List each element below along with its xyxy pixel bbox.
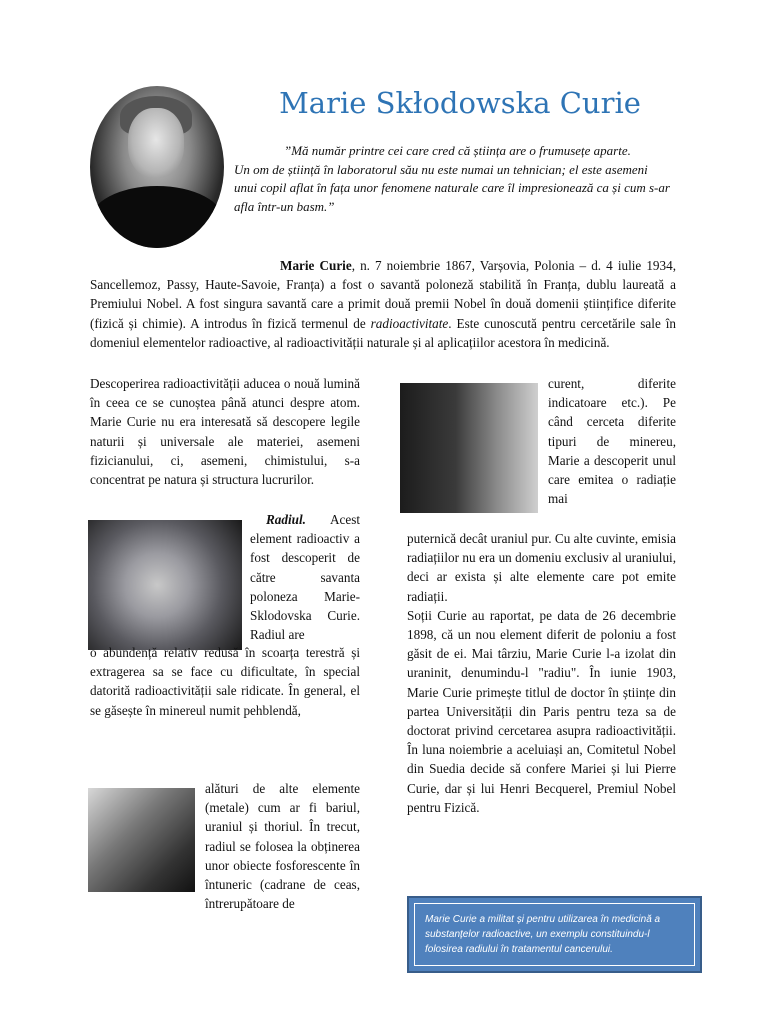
radium-paragraph-continued: alături de alte elemente (metale) cum ar fi bariul, uraniul și thoriul. În trecut, radiul se folosea la obținerea unor obiecte fosforescente în întuneric (cadrane de ceas, întrerupătoare de	[205, 781, 360, 912]
laboratory-photo-2	[88, 788, 195, 892]
discovery-paragraph-continued: puternică decât uraniul pur. Cu alte cuvinte, emisia radiațiilor nu era un domeniu exclusiv al uraniului, deci ar exista și alte elemente care pot emite radiații. Soții Curie au raportat, pe data de 26 decembrie 1898, că un nou element diferit de poloniu a fost găsit de ei. Mai târziu, Marie Curie l-a izolat din uraninit, denumindu-l "radiu". În iunie 1903, Marie Curie primește titlul de doctor în științe din partea Universității din Paris pentru teza sa de doctorat privind cercetarea asupra radioactivității. În luna noiembrie a aceluiași an, Comitetul Nobel din Suedia decide să confere Mariei și lui Pierre Curie, dar și lui Henri Becquerel, Premiul Nobel pentru Fizică.	[407, 529, 676, 817]
note-box	[407, 896, 702, 973]
radium-section: Radiul. Acest element radioactiv a fost descoperit de către savanta poloneza Marie-Sklodovska Curie. Radiul are	[250, 512, 360, 643]
note-text: Marie Curie a militat și pentru utilizarea în medicină a substanțelor radioactive, un exemplu constituindu-l folosirea radiului în tratamentul cancerului.	[414, 903, 695, 966]
nobel-paragraph: Soții Curie au raportat, pe data de 26 decembrie 1898, că un nou element diferit de poloniu a fost găsit de ei. Mai târziu, Marie Curie l-a izolat din uraninit, denumindu-l "radiu". În iunie 1903, Marie Curie primește titlul de doctor în științe din partea Universității din Paris pentru teza sa de doctorat privind cercetarea asupra radioactivității. În luna noiembrie a aceluiași an, Comitetul Nobel din Suedia decide să confere Mariei și lui Pierre Curie, dar și lui Henri Becquerel, Premiul Nobel pentru Fizică.	[407, 607, 676, 815]
discovery-paragraph: curent, diferite indicatoare etc.). Pe când cerceta diferite tipuri de minereu, Marie a descoperit unul care emitea o radiație mai	[548, 376, 676, 507]
radioactivity-paragraph: Descoperirea radioactivității aducea o nouă lumină în ceea ce se cunoștea până atunci despre atom. Marie Curie nu era interesată să descopere legile naturii și universale ale materiei, asemeni fizicianului, ci, asemeni, chimistului, s-a concentrat pe natura și structura lucrurilor.	[90, 376, 360, 488]
quote: ”Mă număr printre cei care cred că știința are o frumusețe aparte. Un om de știință în laboratorul său nu este numai un tehnician; el este asemeni unui copil aflat în fața unor fenomene naturale care îl impresionează ca și cum s-ar afla într-un basm.”	[234, 143, 670, 214]
laboratory-photo-1	[400, 383, 538, 513]
intro-paragraph: Marie Curie, n. 7 noiembrie 1867, Varșovia, Polonia – d. 4 iulie 1934, Sancellemoz, Passy, Haute-Savoie, Franța) a fost o savantă poloneză stabilită în Franța, dublu laureată a Premiului Nobel. A fost singura savantă care a primit două premii Nobel în două domenii științifice diferite (fizică și chimie). A introdus în fizică termenul de radioactivitate. Este cunoscută pentru cercetările sale în domeniul elementelor radioactive, al radioactivității naturale și al aplicațiilor acestora în medicină.	[90, 258, 676, 350]
radium-paragraph: o abundență relativ redusă în scoarța terestră și extragerea sa se face cu dificultate, în special datorită radioactivității sale ridicate. În general, el se găsește în minereul numit pehblendă,	[90, 645, 360, 718]
portrait-image	[90, 86, 224, 248]
page-title: Marie Skłodowska Curie	[279, 86, 641, 120]
intro-name: Marie Curie	[280, 258, 352, 273]
radium-heading: Radiul.	[266, 512, 306, 527]
radium-mineral-image	[88, 520, 242, 650]
